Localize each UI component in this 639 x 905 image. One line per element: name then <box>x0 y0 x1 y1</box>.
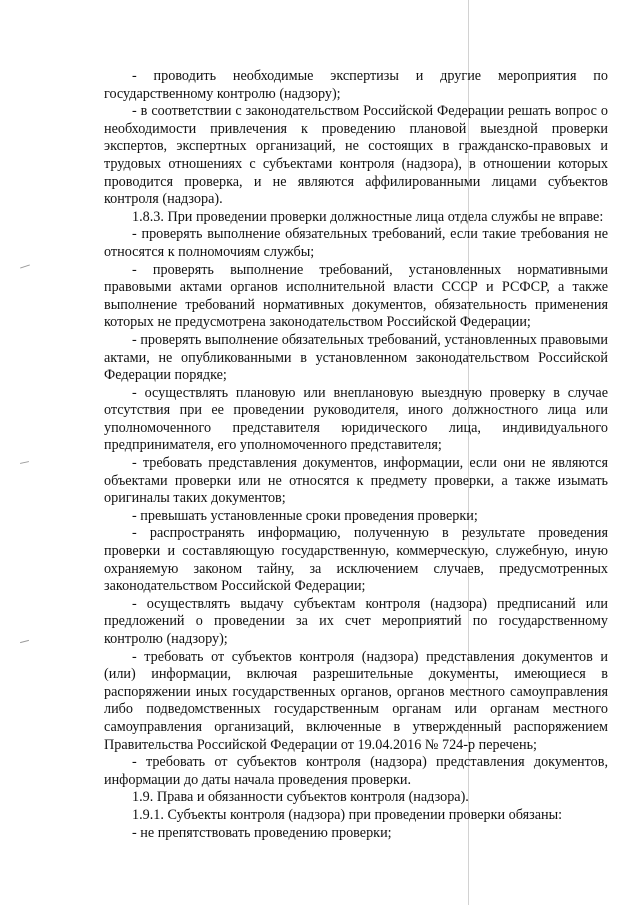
document-body <box>104 68 608 842</box>
paragraph: - проводить необходимые экспертизы и другие мероприятия по государственному контролю (надзору); <box>104 68 608 102</box>
paragraph: - не препятствовать проведению проверки; <box>132 824 392 841</box>
paragraph: - требовать представления документов, информации, если они не являются объектами проверки или не относятся к предмету проверки, а также изымать оригиналы таких документов; <box>104 455 608 507</box>
section-paragraph: 1.8.3. При проведении проверки должностные лица отдела службы не вправе: <box>132 208 604 225</box>
paragraph: - проверять выполнение обязательных требований, если такие требования не относятся к полномочиям службы; <box>104 226 608 260</box>
paragraph: - проверять выполнение требований, установленных нормативными правовыми актами органов исполнительной власти СССР и РСФСР, а также выполнение требований нормативных документов, обязательность применения которых не предусмотрена законодательством Российской Федерации; <box>104 261 608 331</box>
paragraph: - в соответствии с законодательством Российской Федерации решать вопрос о необходимости привлечения к проведению плановой выездной проверки экспертов, экспертных организаций, не состоящих в гражданско-правовых и трудовых отношениях с субъектами контроля (надзора), в отношении которых проводится проверка, и не являются аффилированными лицами субъектов контроля (надзора). <box>104 103 608 208</box>
paragraph: - превышать установленные сроки проведения проверки; <box>132 507 478 524</box>
paragraph: - распространять информацию, полученную в результате проведения проверки и составляющую государственную, коммерческую, служебную, иную охраняемую законом тайну, за исключением случаев, предусмотренных законодательством Российской Федерации; <box>104 525 608 595</box>
section-heading: 1.9. Права и обязанности субъектов контроля (надзора). <box>132 789 469 806</box>
paragraph: - требовать от субъектов контроля (надзора) представления документов и (или) информации, включая разрешительные документы, имеющиеся в распоряжении иных государственных органов, органов местного самоуправления либо подведомственных государственным органам или органам местного самоуправления организаций, включенные в утвержденный распоряжением Правительства Российской Федерации от 19.04.2016 № 724-р перечень; <box>104 648 608 753</box>
paragraph: - осуществлять выдачу субъектам контроля (надзора) предписаний или предложений о проведении за их счет мероприятий по государственному контролю (надзору); <box>104 595 608 647</box>
section-paragraph: 1.9.1. Субъекты контроля (надзора) при проведении проверки обязаны: <box>132 806 563 823</box>
paragraph: - требовать от субъектов контроля (надзора) представления документов, информации до даты начала проведения проверки. <box>104 754 608 788</box>
paragraph: - проверять выполнение обязательных требований, установленных правовыми актами, не опубликованными в установленном законодательством Российской Федерации порядке; <box>104 331 608 384</box>
paragraph: - осуществлять плановую или внеплановую выездную проверку в случае отсутствия при ее проведении руководителя, иного должностного лица или уполномоченного представителя юридического лица, индивидуального предпринимателя, его уполномоченного представителя; <box>104 384 608 454</box>
margin-mark <box>20 461 29 464</box>
margin-mark <box>20 264 30 268</box>
margin-mark <box>20 640 29 643</box>
